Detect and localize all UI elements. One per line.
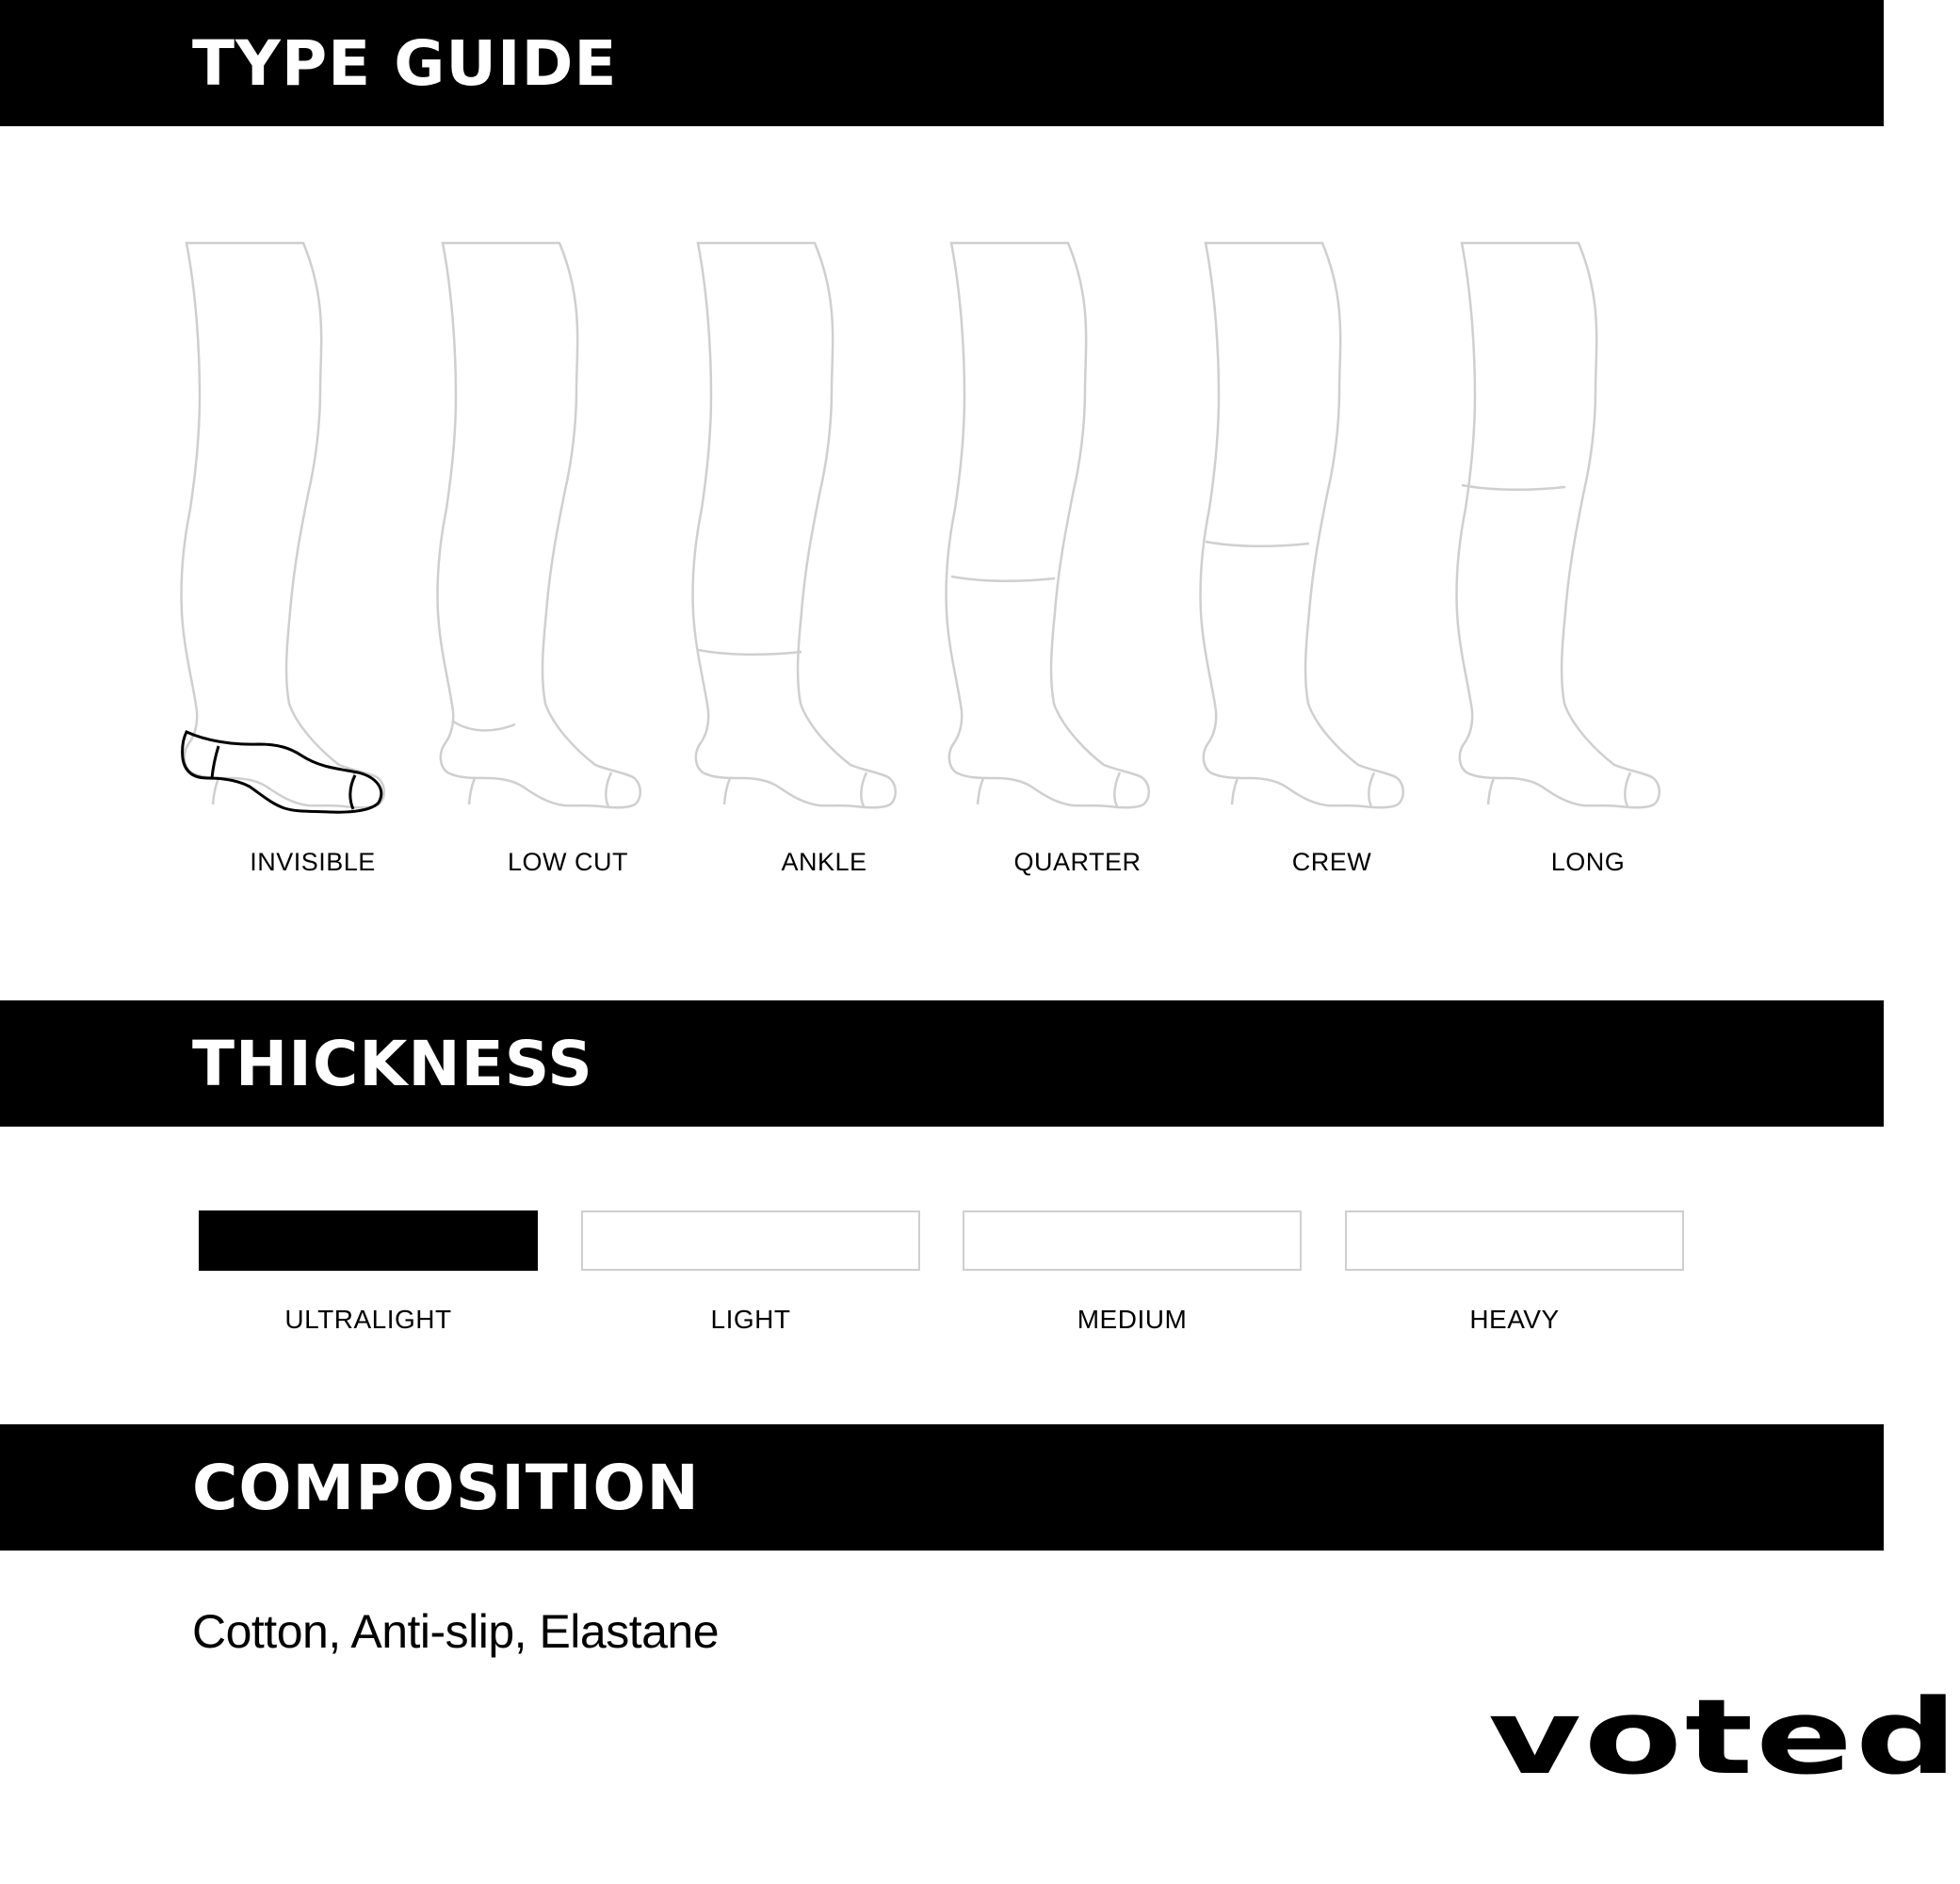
leg-invisible-icon bbox=[179, 236, 405, 829]
toe-seam bbox=[1369, 772, 1374, 806]
sock-cuff-line bbox=[1462, 485, 1565, 490]
leg-outline bbox=[1457, 243, 1660, 807]
thickness-label-light: LIGHT bbox=[710, 1305, 791, 1334]
leg-low-cut-icon bbox=[435, 236, 661, 829]
thickness-header bbox=[0, 1000, 1884, 1127]
leg-outline bbox=[947, 243, 1149, 807]
leg-outline bbox=[1201, 243, 1403, 807]
sock-cuff-line bbox=[1206, 542, 1309, 546]
type-label-crew: CREW bbox=[1291, 848, 1372, 876]
composition-header bbox=[0, 1424, 1884, 1551]
leg-ankle-icon bbox=[690, 236, 916, 829]
brand-logo: voted bbox=[1488, 1677, 1960, 1797]
toe-seam bbox=[861, 772, 867, 806]
sock-cuff-line bbox=[452, 721, 515, 730]
type-label-low-cut: LOW CUT bbox=[508, 848, 628, 876]
thickness-swatch-ultralight bbox=[199, 1210, 538, 1271]
heel-seam bbox=[724, 778, 730, 804]
type-label-long: LONG bbox=[1550, 848, 1626, 876]
thickness-label-medium: MEDIUM bbox=[1077, 1305, 1188, 1334]
leg-long-icon bbox=[1454, 236, 1680, 829]
heel-seam bbox=[1232, 778, 1238, 804]
thickness-title: THICKNESS bbox=[192, 1027, 593, 1100]
type-label-invisible: INVISIBLE bbox=[250, 848, 376, 876]
type-label-ankle: ANKLE bbox=[781, 848, 867, 876]
heel-seam bbox=[1488, 778, 1494, 804]
leg-outline bbox=[693, 243, 896, 807]
toe-seam bbox=[606, 772, 611, 806]
composition-title: COMPOSITION bbox=[192, 1451, 700, 1524]
heel-seam bbox=[978, 778, 983, 804]
thickness-swatch-light bbox=[581, 1210, 920, 1271]
type-guide-header bbox=[0, 0, 1884, 126]
thickness-label-ultralight: ULTRALIGHT bbox=[284, 1305, 452, 1334]
leg-quarter-icon bbox=[944, 236, 1170, 829]
heel-seam bbox=[469, 778, 475, 804]
thickness-swatch-heavy bbox=[1345, 1210, 1684, 1271]
leg-outline bbox=[438, 243, 640, 807]
thickness-label-heavy: HEAVY bbox=[1469, 1305, 1560, 1334]
type-guide-title: TYPE GUIDE bbox=[192, 26, 618, 100]
sock-cuff-line bbox=[951, 577, 1055, 581]
type-label-quarter: QUARTER bbox=[1013, 848, 1142, 876]
sock-cuff-line bbox=[698, 650, 802, 655]
heel-seam bbox=[213, 778, 219, 804]
toe-seam bbox=[1625, 772, 1630, 806]
leg-outline bbox=[182, 243, 384, 807]
leg-crew-icon bbox=[1198, 236, 1424, 829]
composition-text: Cotton, Anti-slip, Elastane bbox=[192, 1605, 720, 1658]
toe-seam bbox=[1114, 772, 1120, 806]
thickness-swatch-medium bbox=[963, 1210, 1302, 1271]
